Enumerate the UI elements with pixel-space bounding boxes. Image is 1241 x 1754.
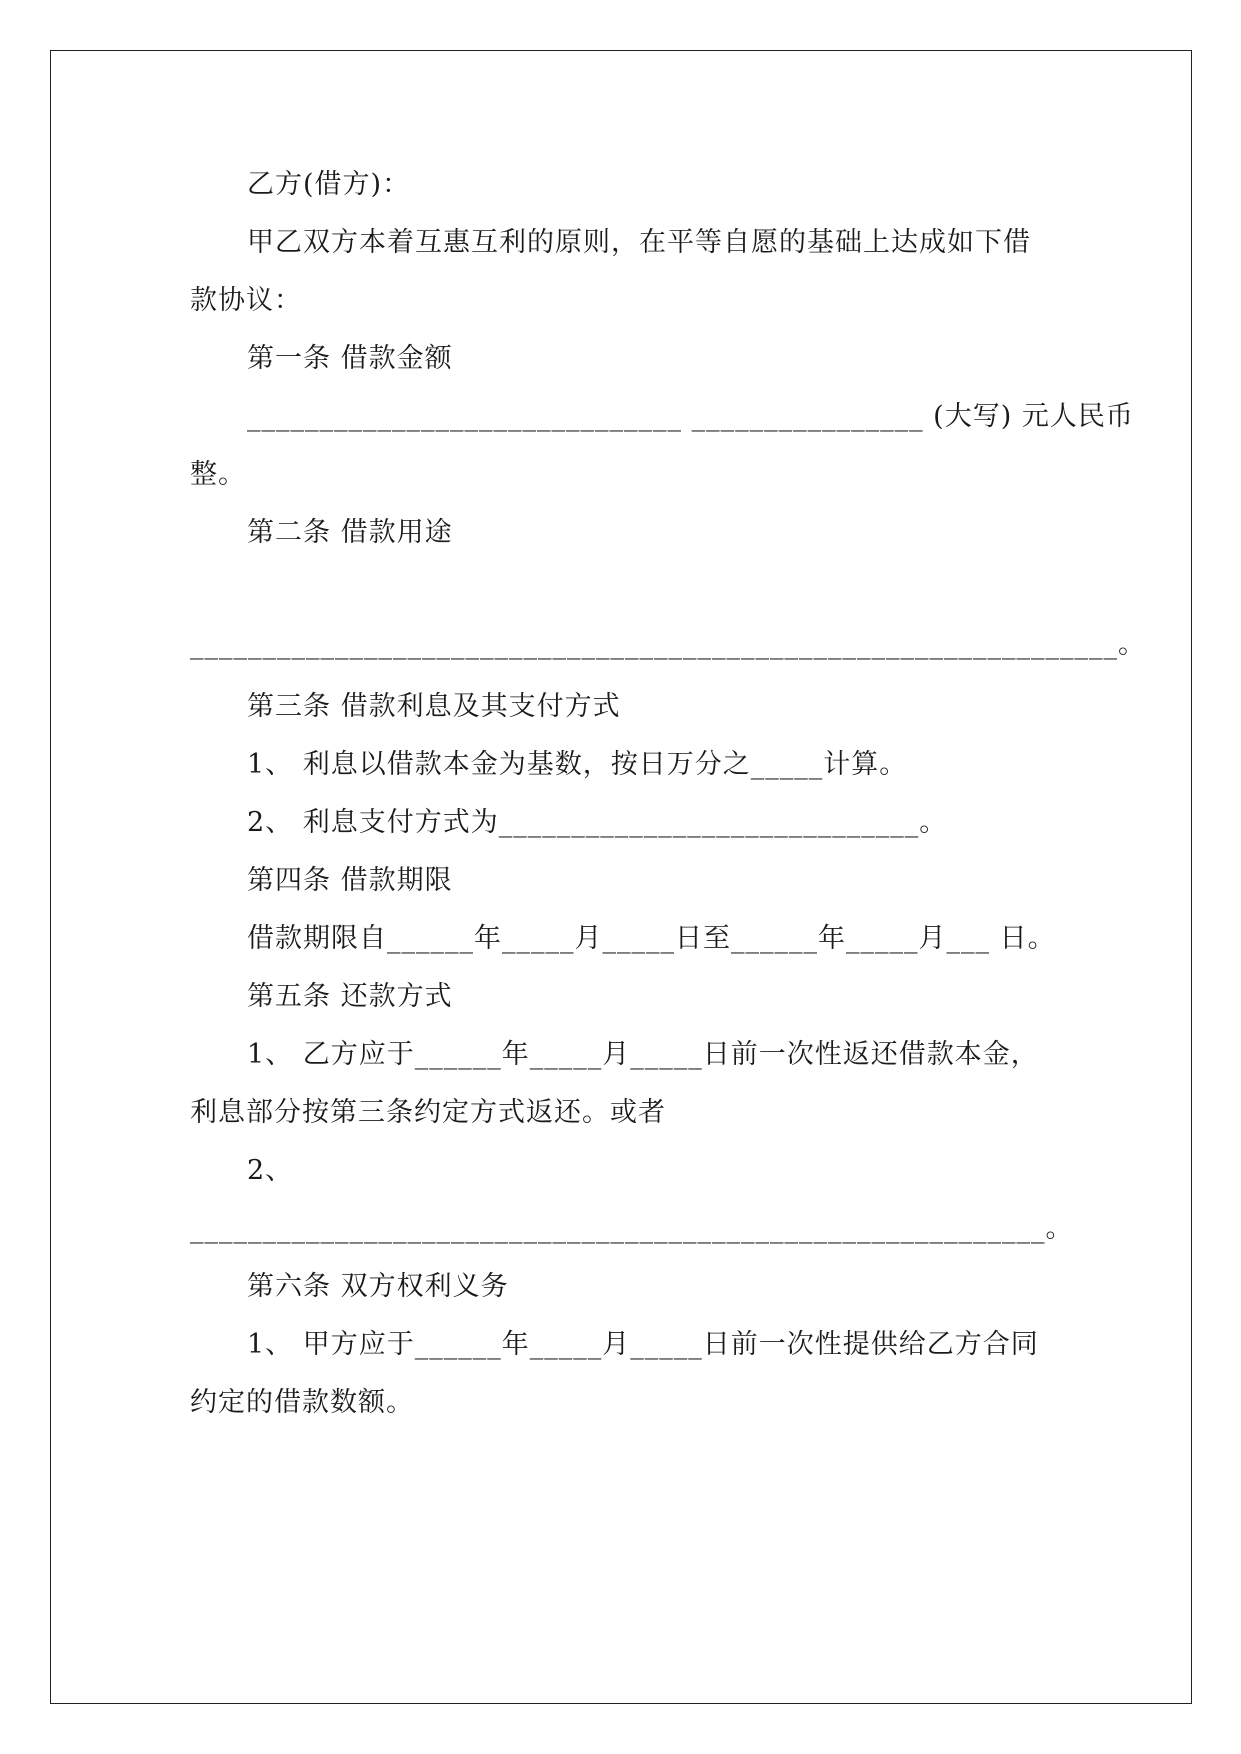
article-3-item-1: 1、 利息以借款本金为基数，按日万分之_____计算。 <box>247 749 908 780</box>
article-3-heading: 第三条 借款利息及其支付方式 <box>247 691 621 722</box>
article-6-item-1: 1、 甲方应于______年_____月_____日前一次性提供给乙方合同 <box>247 1329 1039 1360</box>
article-6-heading: 第六条 双方权利义务 <box>247 1271 509 1302</box>
party-b-label: 乙方(借方)： <box>247 169 411 200</box>
preamble-line-2: 款协议： <box>190 285 302 316</box>
article-5-item-2: 2、 <box>247 1155 294 1186</box>
article-1-amount-line: ______________________________ ________________ (大写) 元人民币 <box>247 401 1134 432</box>
article-5-item-1-cont: 利息部分按第三条约定方式返还。或者 <box>190 1097 666 1128</box>
article-5-item-2-line: ___________________________________________________________。 <box>190 1213 1074 1244</box>
article-6-item-1-cont: 约定的借款数额。 <box>190 1387 414 1418</box>
article-5-heading: 第五条 还款方式 <box>247 981 453 1012</box>
article-2-purpose-line: ________________________________________________________________。 <box>190 629 1146 660</box>
article-1-heading: 第一条 借款金额 <box>247 343 453 374</box>
article-2-heading: 第二条 借款用途 <box>247 517 453 548</box>
article-5-item-1: 1、 乙方应于______年_____月_____日前一次性返还借款本金， <box>247 1039 1039 1070</box>
article-1-amount-end: 整。 <box>190 459 246 490</box>
article-4-heading: 第四条 借款期限 <box>247 865 453 896</box>
preamble-line-1: 甲乙双方本着互惠互利的原则，在平等自愿的基础上达成如下借 <box>247 227 1031 258</box>
article-4-term-line: 借款期限自______年_____月_____日至______年_____月___ 日。 <box>247 923 1056 954</box>
article-3-item-2: 2、 利息支付方式为_____________________________。 <box>247 807 948 838</box>
